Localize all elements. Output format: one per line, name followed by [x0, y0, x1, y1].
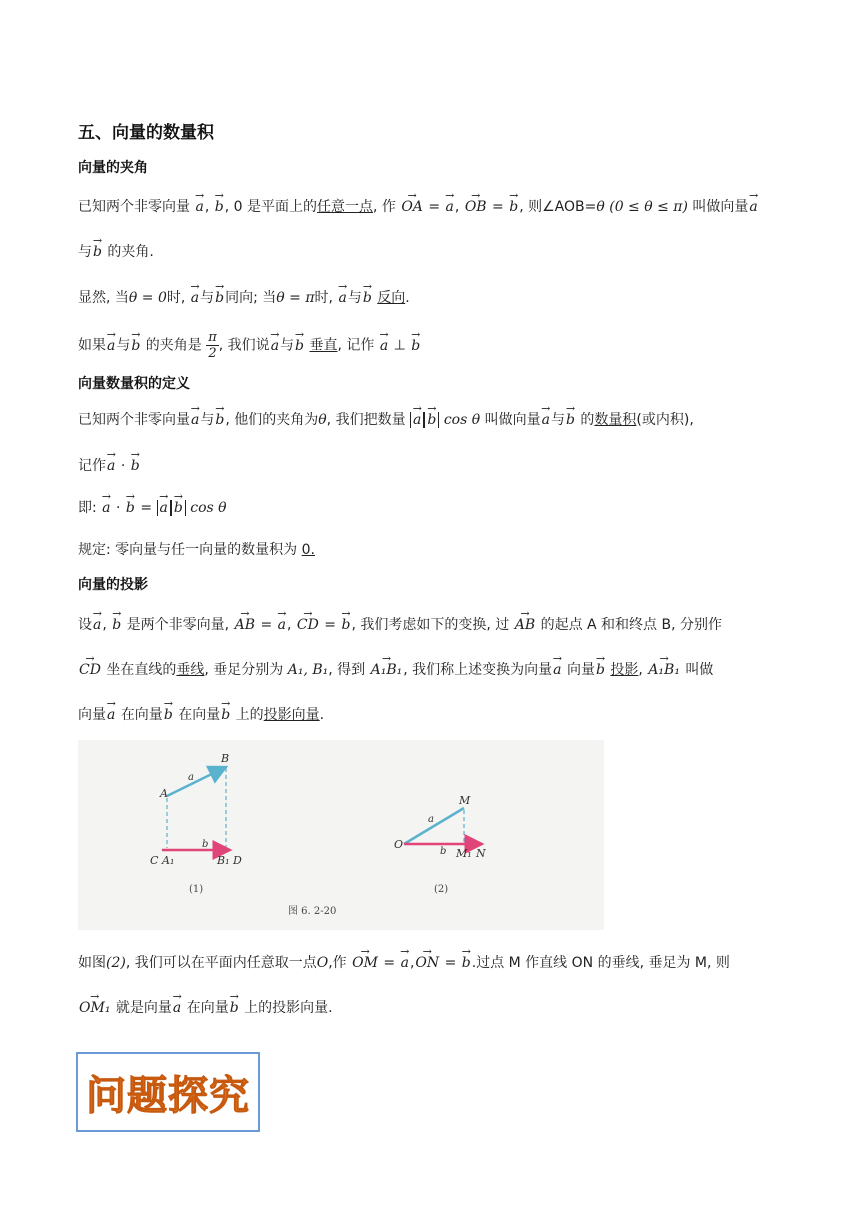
paragraph-projection-2: → CD 坐在直线的垂线, 垂足分别为 A₁, B₁, 得到 → A₁B₁, 我们称上述变换为向量→ a 向量→ b 投影, → A₁B₁ 叫做 [78, 660, 713, 680]
paragraph-perpendicular: 如果→ a与→ b 的夹角是 $\frac{\pi}{2}$ , 我们说→ a与→ b 垂直, 记作 → a ⊥ → b [78, 330, 421, 361]
point-label: A [160, 787, 168, 800]
paragraph-angle-def: 已知两个非零向量 → a, → b, 0 是平面上的任意一点, 作 → OA = → a, → OB = → b, 则∠AOB=θ (0 ≤ θ ≤ π) 叫做向量→ a [78, 197, 759, 217]
paragraph-zero-rule: 规定: 零向量与任一向量的数量积为 0. [78, 542, 315, 558]
figure-caption: 图 6. 2-20 [288, 906, 337, 917]
point-label: M [459, 794, 471, 807]
underlined-term: 垂线 [176, 662, 205, 678]
point-label: M₁ [456, 847, 472, 860]
point-label: O [394, 838, 404, 851]
underlined-term: 数量积 [594, 412, 637, 428]
figure-caption: (1) [189, 884, 204, 895]
underlined-term: 0. [301, 542, 315, 558]
subheading-angle: 向量的夹角 [78, 160, 148, 176]
subheading-dot-product: 向量数量积的定义 [78, 376, 190, 392]
projection-diagram [78, 740, 604, 930]
paragraph-figure-2: 如图(2), 我们可以在平面内任意取一点O,作 → OM = → a,→ ON = → b.过点 M 作直线 ON 的垂线, 垂足为 M, 则 [78, 953, 730, 973]
banner-title: 问题探究 [86, 1072, 250, 1119]
vector-a-line [404, 808, 464, 844]
point-label: B [221, 752, 230, 765]
point-label: C [150, 854, 159, 867]
text: 已知两个非零向量 [78, 199, 190, 215]
paragraph-projection-1: 设→ a, → b 是两个非零向量, → AB = → a, → CD = → b, 我们考虑如下的变换, 过 → AB 的起点 A 和和终点 B, 分别作 [78, 615, 722, 635]
vector-a: → a [194, 197, 204, 217]
label: a [188, 772, 194, 783]
subheading-projection: 向量的投影 [78, 577, 148, 593]
paragraph-notation: 记作→ a · → b [78, 456, 141, 476]
underlined-term: 投影 [610, 662, 639, 678]
underlined-term: 垂直 [309, 337, 338, 354]
point-label: B₁ [217, 854, 230, 867]
figure-caption: (2) [434, 884, 449, 895]
projection-figure [78, 740, 604, 930]
point-label: A₁ [162, 854, 175, 867]
point-label: N [476, 847, 486, 860]
section-heading: 五、向量的数量积 [78, 123, 214, 143]
vector-OB: → OB [464, 197, 488, 217]
underlined-term: 任意一点 [316, 199, 373, 215]
paragraph-formula: 即: → a · → b = → a→ b cos θ [78, 498, 227, 518]
vector-b: → b [214, 197, 225, 217]
vector-a-line [167, 767, 226, 796]
paragraph-figure-2-cont: → OM₁ 就是向量→ a 在向量→ b 上的投影向量. [78, 998, 333, 1018]
paragraph-same-opposite: 显然, 当θ = 0时, → a与→ b同向; 当θ = π时, → a与→ b 反向. [78, 288, 410, 308]
paragraph-projection-3: 向量→ a 在向量→ b 在向量→ b 上的投影向量. [78, 705, 324, 725]
paragraph-angle-def-cont: 与→ b 的夹角. [78, 242, 154, 262]
problem-explore-banner [76, 1052, 260, 1132]
label: b [440, 846, 447, 857]
point-label: D [233, 854, 242, 867]
label: a [428, 814, 434, 825]
paragraph-dot-def: 已知两个非零向量→ a与→ b, 他们的夹角为θ, 我们把数量 → a→ b cos θ 叫做向量→ a与→ b 的数量积(或内积), [78, 410, 694, 430]
vector-OA: → OA [400, 197, 424, 217]
underlined-term: 反向 [377, 290, 406, 306]
underlined-term: 投影向量 [263, 707, 320, 723]
label: b [202, 839, 209, 850]
fraction-pi-over-2: $\frac{\pi}{2}$ [208, 330, 217, 361]
